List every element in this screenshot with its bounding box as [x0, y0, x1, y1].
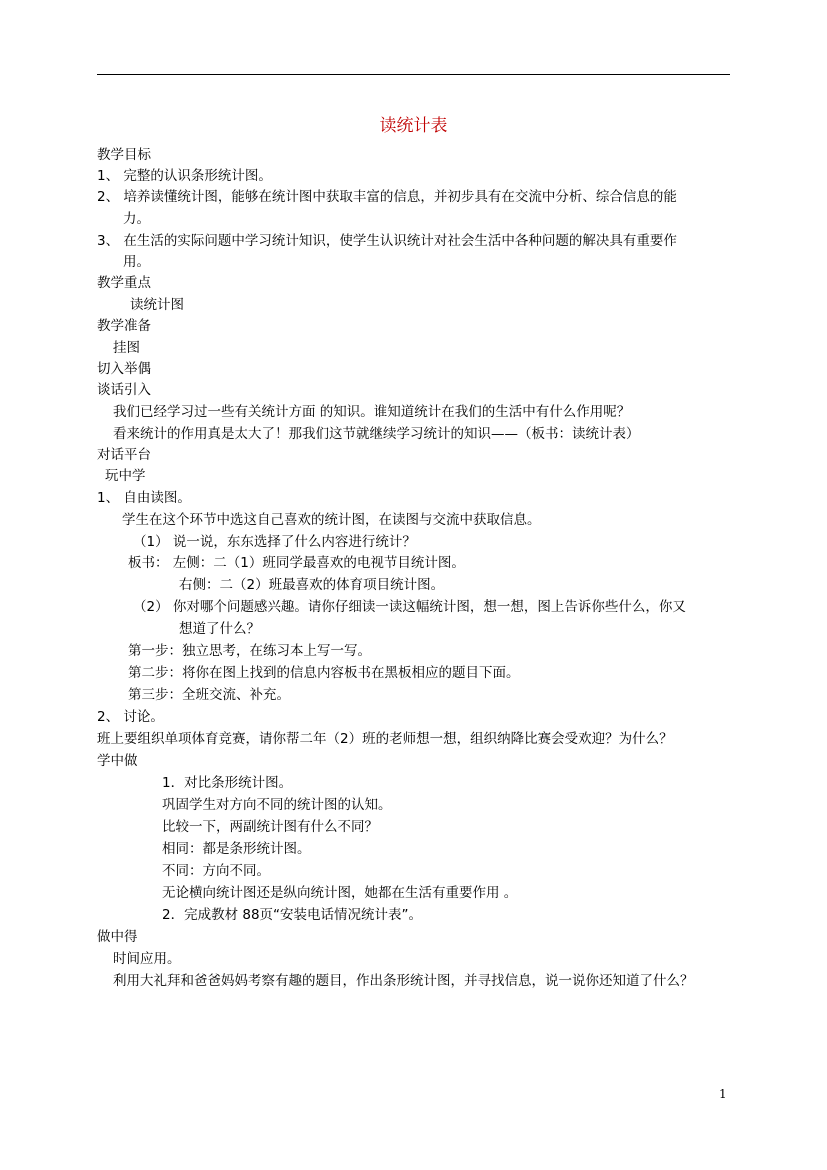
question-1: （1） 说一说，东东选择了什么内容进行统计？ [133, 534, 416, 550]
learn-do-item-1: 1．对比条形统计图。 [162, 775, 293, 791]
heading-dialogue: 对话平台 [97, 447, 151, 463]
subheading-play-learn: 玩中学 [105, 468, 146, 484]
heading-do-gain: 做中得 [97, 929, 138, 945]
learn-do-item-2: 2．完成教材 88页“安装电话情况统计表”。 [162, 907, 423, 923]
learn-do-line-6: 无论横向统计图还是纵向统计图，她都在生活有重要作用 。 [162, 885, 518, 901]
step-2: 2、 讨论。 [97, 709, 164, 725]
substep-3: 第三步：全班交流、补充。 [128, 687, 290, 703]
header-rule [97, 74, 730, 75]
goal-3-cont: 用。 [123, 254, 150, 270]
do-gain-line-1: 时间应用。 [113, 951, 181, 967]
heading-entry: 切入举偶 [97, 361, 151, 377]
preparation-text: 挂图 [113, 340, 140, 356]
step-2-desc: 班上要组织单项体育竞赛，请你帮二年（2）班的老师想一想，组织纳降比赛会受欢迎？为什么？ [97, 731, 673, 747]
document-title: 读统计表 [379, 116, 448, 136]
goal-2-cont: 力。 [123, 211, 150, 227]
intro-line-1: 我们已经学习过一些有关统计方面 的知识。谁知道统计在我们的生活中有什么作用呢？ [113, 404, 631, 420]
key-point-text: 读统计图 [130, 297, 184, 313]
learn-do-line-5: 不同：方向不同。 [162, 863, 270, 879]
step-1: 1、 自由读图。 [97, 490, 191, 506]
substep-1: 第一步：独立思考，在练习本上写一写。 [128, 643, 371, 659]
page-number: 1 [719, 1087, 727, 1101]
heading-learn-do: 学中做 [97, 753, 138, 769]
learn-do-line-3: 比较一下，两副统计图有什么不同？ [162, 819, 378, 835]
heading-key-point: 教学重点 [97, 275, 151, 291]
question-2-cont: 想道了什么？ [179, 621, 260, 637]
intro-line-2: 看来统计的作用真是太大了！那我们这节就继续学习统计的知识——（板书：读统计表） [113, 426, 640, 442]
board-right: 右侧：二（2）班最喜欢的体育项目统计图。 [179, 577, 445, 593]
learn-do-line-4: 相同：都是条形统计图。 [162, 841, 311, 857]
goal-1: 1、 完整的认识条形统计图。 [97, 168, 272, 184]
heading-preparation: 教学准备 [97, 318, 151, 334]
substep-2: 第二步：将你在图上找到的信息内容板书在黑板相应的题目下面。 [128, 665, 520, 681]
heading-teaching-goals: 教学目标 [97, 147, 151, 163]
learn-do-line-2: 巩固学生对方向不同的统计图的认知。 [162, 797, 392, 813]
board-left: 板书： 左侧：二（1）班同学最喜欢的电视节目统计图。 [128, 555, 465, 571]
step-1-desc: 学生在这个环节中选这自己喜欢的统计图，在读图与交流中获取信息。 [122, 512, 541, 528]
question-2: （2） 你对哪个问题感兴趣。请你仔细读一读这幅统计图，想一想，图上告诉你些什么，你又 [133, 599, 686, 615]
goal-2: 2、 培养读懂统计图，能够在统计图中获取丰富的信息，并初步具有在交流中分析、综合信息的能 [97, 189, 677, 205]
goal-3: 3、 在生活的实际问题中学习统计知识，使学生认识统计对社会生活中各种问题的解决具有重要作 [97, 233, 677, 249]
heading-intro: 谈话引入 [97, 382, 151, 398]
do-gain-line-2: 利用大礼拜和爸爸妈妈考察有趣的题目，作出条形统计图，并寻找信息，说一说你还知道了什么？ [113, 973, 694, 989]
